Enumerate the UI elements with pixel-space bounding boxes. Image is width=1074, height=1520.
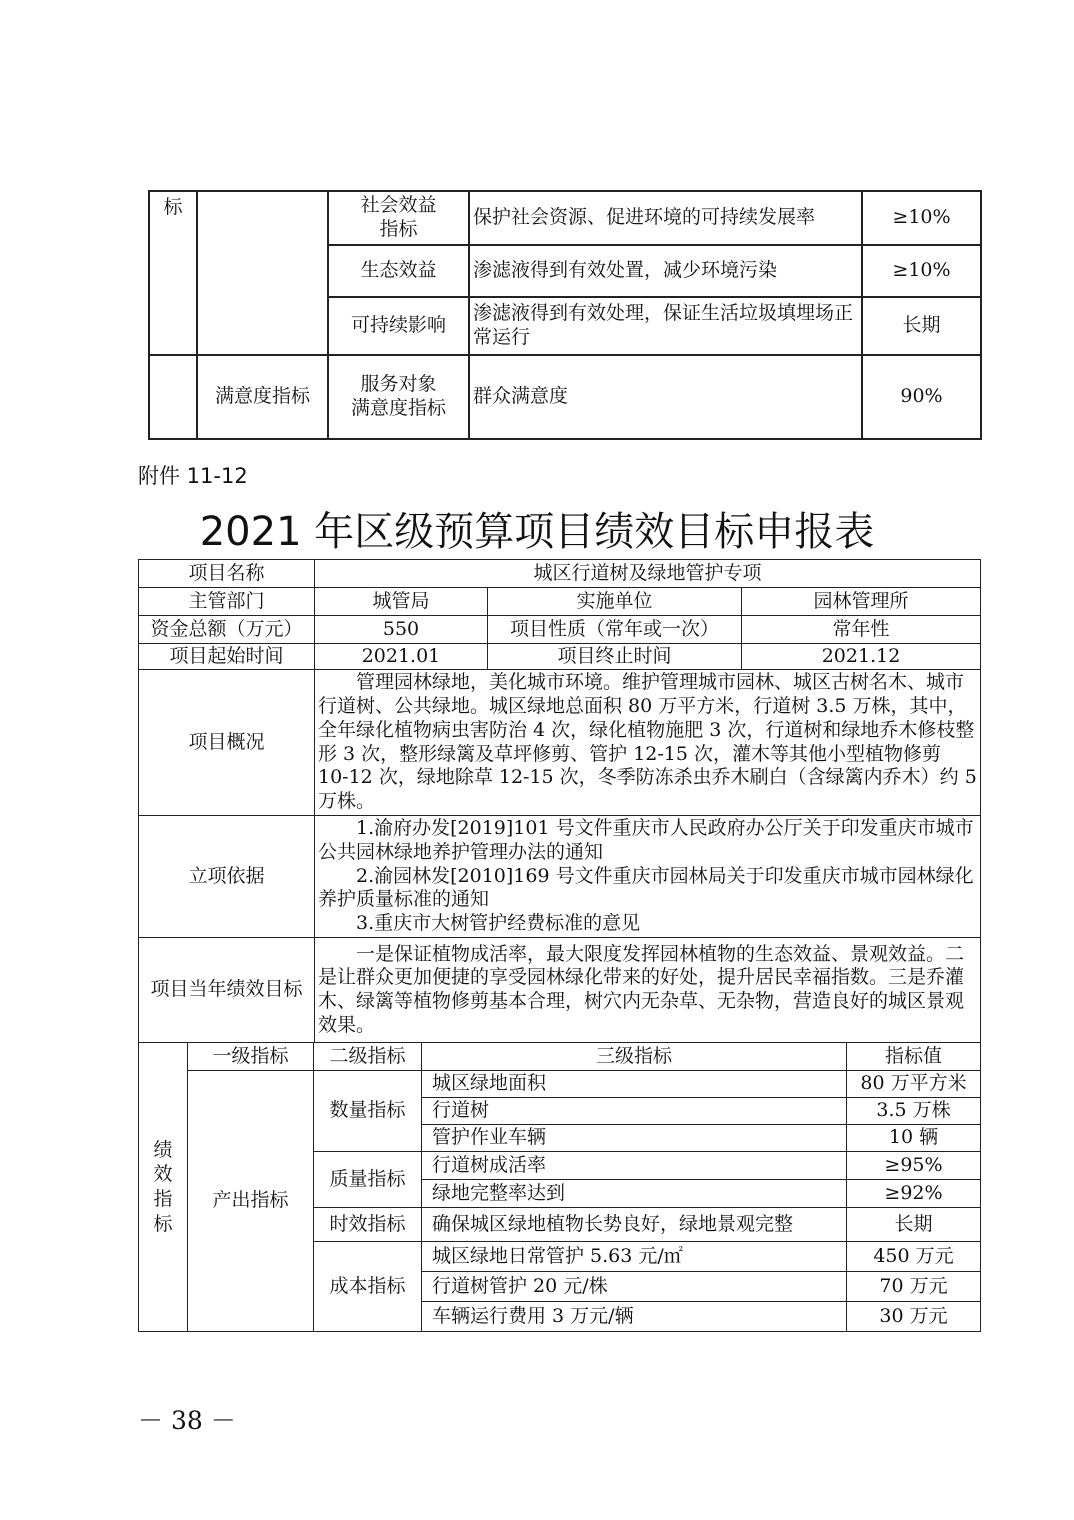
perf-header-l2: 二级指标: [314, 1043, 422, 1071]
perf-side-label: [139, 1043, 188, 1332]
perf-row-value: ≥92%: [847, 1180, 981, 1208]
project-info-table: [138, 559, 981, 1043]
start-value: 2021.01: [315, 644, 488, 670]
perf-row-name: 行道树成活率: [422, 1152, 847, 1180]
perf-row-value: 80 万平方米: [847, 1071, 981, 1098]
cont-value-satisfaction: 90%: [862, 355, 981, 439]
nature-value: 常年性: [742, 616, 981, 644]
project-name-value: 城区行道树及绿地管护专项: [315, 560, 981, 588]
start-label: 项目起始时间: [139, 644, 315, 670]
cont-value-sustain: 长期: [862, 297, 981, 355]
perf-row-name: 城区绿地日常管护 5.63 元/㎡: [422, 1242, 847, 1272]
perf-side-label-text: 绩效指标: [153, 1138, 173, 1235]
cont-desc-satisfaction: 群众满意度: [469, 355, 862, 439]
goal-label: 项目当年绩效目标: [139, 938, 315, 1043]
dept-value: 城管局: [315, 588, 488, 616]
cont-desc-eco: 渗滤液得到有效处置，减少环境污染: [469, 245, 862, 297]
perf-row-name: 行道树: [422, 1098, 847, 1125]
cont-l3-social: 社会效益 指标: [328, 191, 469, 245]
goal-text: 一是保证植物成活率，最大限度发挥园林植物的生态效益、景观效益。二是让群众更加便捷的享受园林绿化带来的好处，提升居民幸福指数。三是乔灌木、绿篱等植物修剪基本合理，树穴内无杂草、无杂物，营造良好的城区景观效果。: [315, 938, 981, 1043]
cont-empty-first: [149, 355, 197, 439]
perf-row-name: 行道树管护 20 元/株: [422, 1272, 847, 1302]
basis-item-3: 3.重庆市大树管护经费标准的意见: [356, 912, 641, 935]
perf-row-value: 10 辆: [847, 1125, 981, 1152]
perf-cost-label: 成本指标: [314, 1242, 422, 1332]
perf-timeliness-label: 时效指标: [314, 1208, 422, 1242]
perf-row-name: 确保城区绿地植物长势良好，绿地景观完整: [422, 1208, 847, 1242]
basis-label: 立项依据: [139, 816, 315, 938]
basis-item-1: 1.渝府办发[2019]101 号文件重庆市人民政府办公厅关于印发重庆市城市公共园林绿地养护管理办法的通知: [318, 817, 974, 863]
basis-text: [315, 816, 981, 938]
perf-row-name: 绿地完整率达到: [422, 1180, 847, 1208]
cont-desc-social: 保护社会资源、促进环境的可持续发展率: [469, 191, 862, 245]
end-label: 项目终止时间: [488, 644, 742, 670]
impl-value: 园林管理所: [742, 588, 981, 616]
perf-header-value: 指标值: [847, 1043, 981, 1071]
perf-row-value: 450 万元: [847, 1242, 981, 1272]
fund-value: 550: [315, 616, 488, 644]
cont-empty-l2: [197, 191, 328, 355]
cont-l3-satisfaction: 服务对象 满意度指标: [328, 355, 469, 439]
performance-table: [138, 1042, 981, 1332]
perf-l1-output: 产出指标: [188, 1071, 314, 1332]
dept-label: 主管部门: [139, 588, 315, 616]
project-name-label: 项目名称: [139, 560, 315, 588]
perf-quality-label: 质量指标: [314, 1152, 422, 1208]
perf-header-l1: 一级指标: [188, 1043, 314, 1071]
perf-row-value: 3.5 万株: [847, 1098, 981, 1125]
continuation-table: [148, 190, 982, 440]
perf-header-l3: 三级指标: [422, 1043, 847, 1071]
cont-value-social: ≥10%: [862, 191, 981, 245]
fund-label: 资金总额（万元）: [139, 616, 315, 644]
perf-row-name: 城区绿地面积: [422, 1071, 847, 1098]
cont-desc-sustain: 渗滤液得到有效处理，保证生活垃圾填埋场正常运行: [469, 297, 862, 355]
perf-row-name: 车辆运行费用 3 万元/辆: [422, 1302, 847, 1332]
page-number: － 38 －: [138, 1406, 236, 1435]
nature-label: 项目性质（常年或一次）: [488, 616, 742, 644]
overview-label: 项目概况: [139, 670, 315, 816]
perf-quantity-label: 数量指标: [314, 1071, 422, 1152]
overview-text: 管理园林绿地，美化城市环境。维护管理城市园林、城区古树名木、城市行道树、公共绿地。城区绿地总面积 80 万平方米，行道树 3.5 万株，其中，全年绿化植物病虫害防治 4 次，绿化植物施肥 3 次，行道树和绿地乔木修枝整形 3 次，整形绿篱及草坪修剪、管护 12-15 次，灌木等其他小型植物修剪 10-12 次，绿地除草 12-15 次，冬季防冻杀虫乔木刷白（含绿篱内乔木）约 5 万株。: [315, 670, 981, 816]
cont-l2-satisfaction: 满意度指标: [197, 355, 328, 439]
cont-l3-eco: 生态效益: [328, 245, 469, 297]
impl-label: 实施单位: [488, 588, 742, 616]
cont-first-col: 标: [149, 191, 197, 355]
attachment-label: 附件 11-12: [138, 464, 248, 488]
cont-l3-sustain: 可持续影响: [328, 297, 469, 355]
perf-row-value: 长期: [847, 1208, 981, 1242]
end-value: 2021.12: [742, 644, 981, 670]
perf-row-value: ≥95%: [847, 1152, 981, 1180]
perf-row-name: 管护作业车辆: [422, 1125, 847, 1152]
page-title: 2021 年区级预算项目绩效目标申报表: [199, 509, 875, 555]
perf-row-value: 30 万元: [847, 1302, 981, 1332]
basis-item-2: 2.渝园林发[2010]169 号文件重庆市园林局关于印发重庆市城市园林绿化养护质量标准的通知: [318, 864, 974, 911]
cont-value-eco: ≥10%: [862, 245, 981, 297]
perf-row-value: 70 万元: [847, 1272, 981, 1302]
